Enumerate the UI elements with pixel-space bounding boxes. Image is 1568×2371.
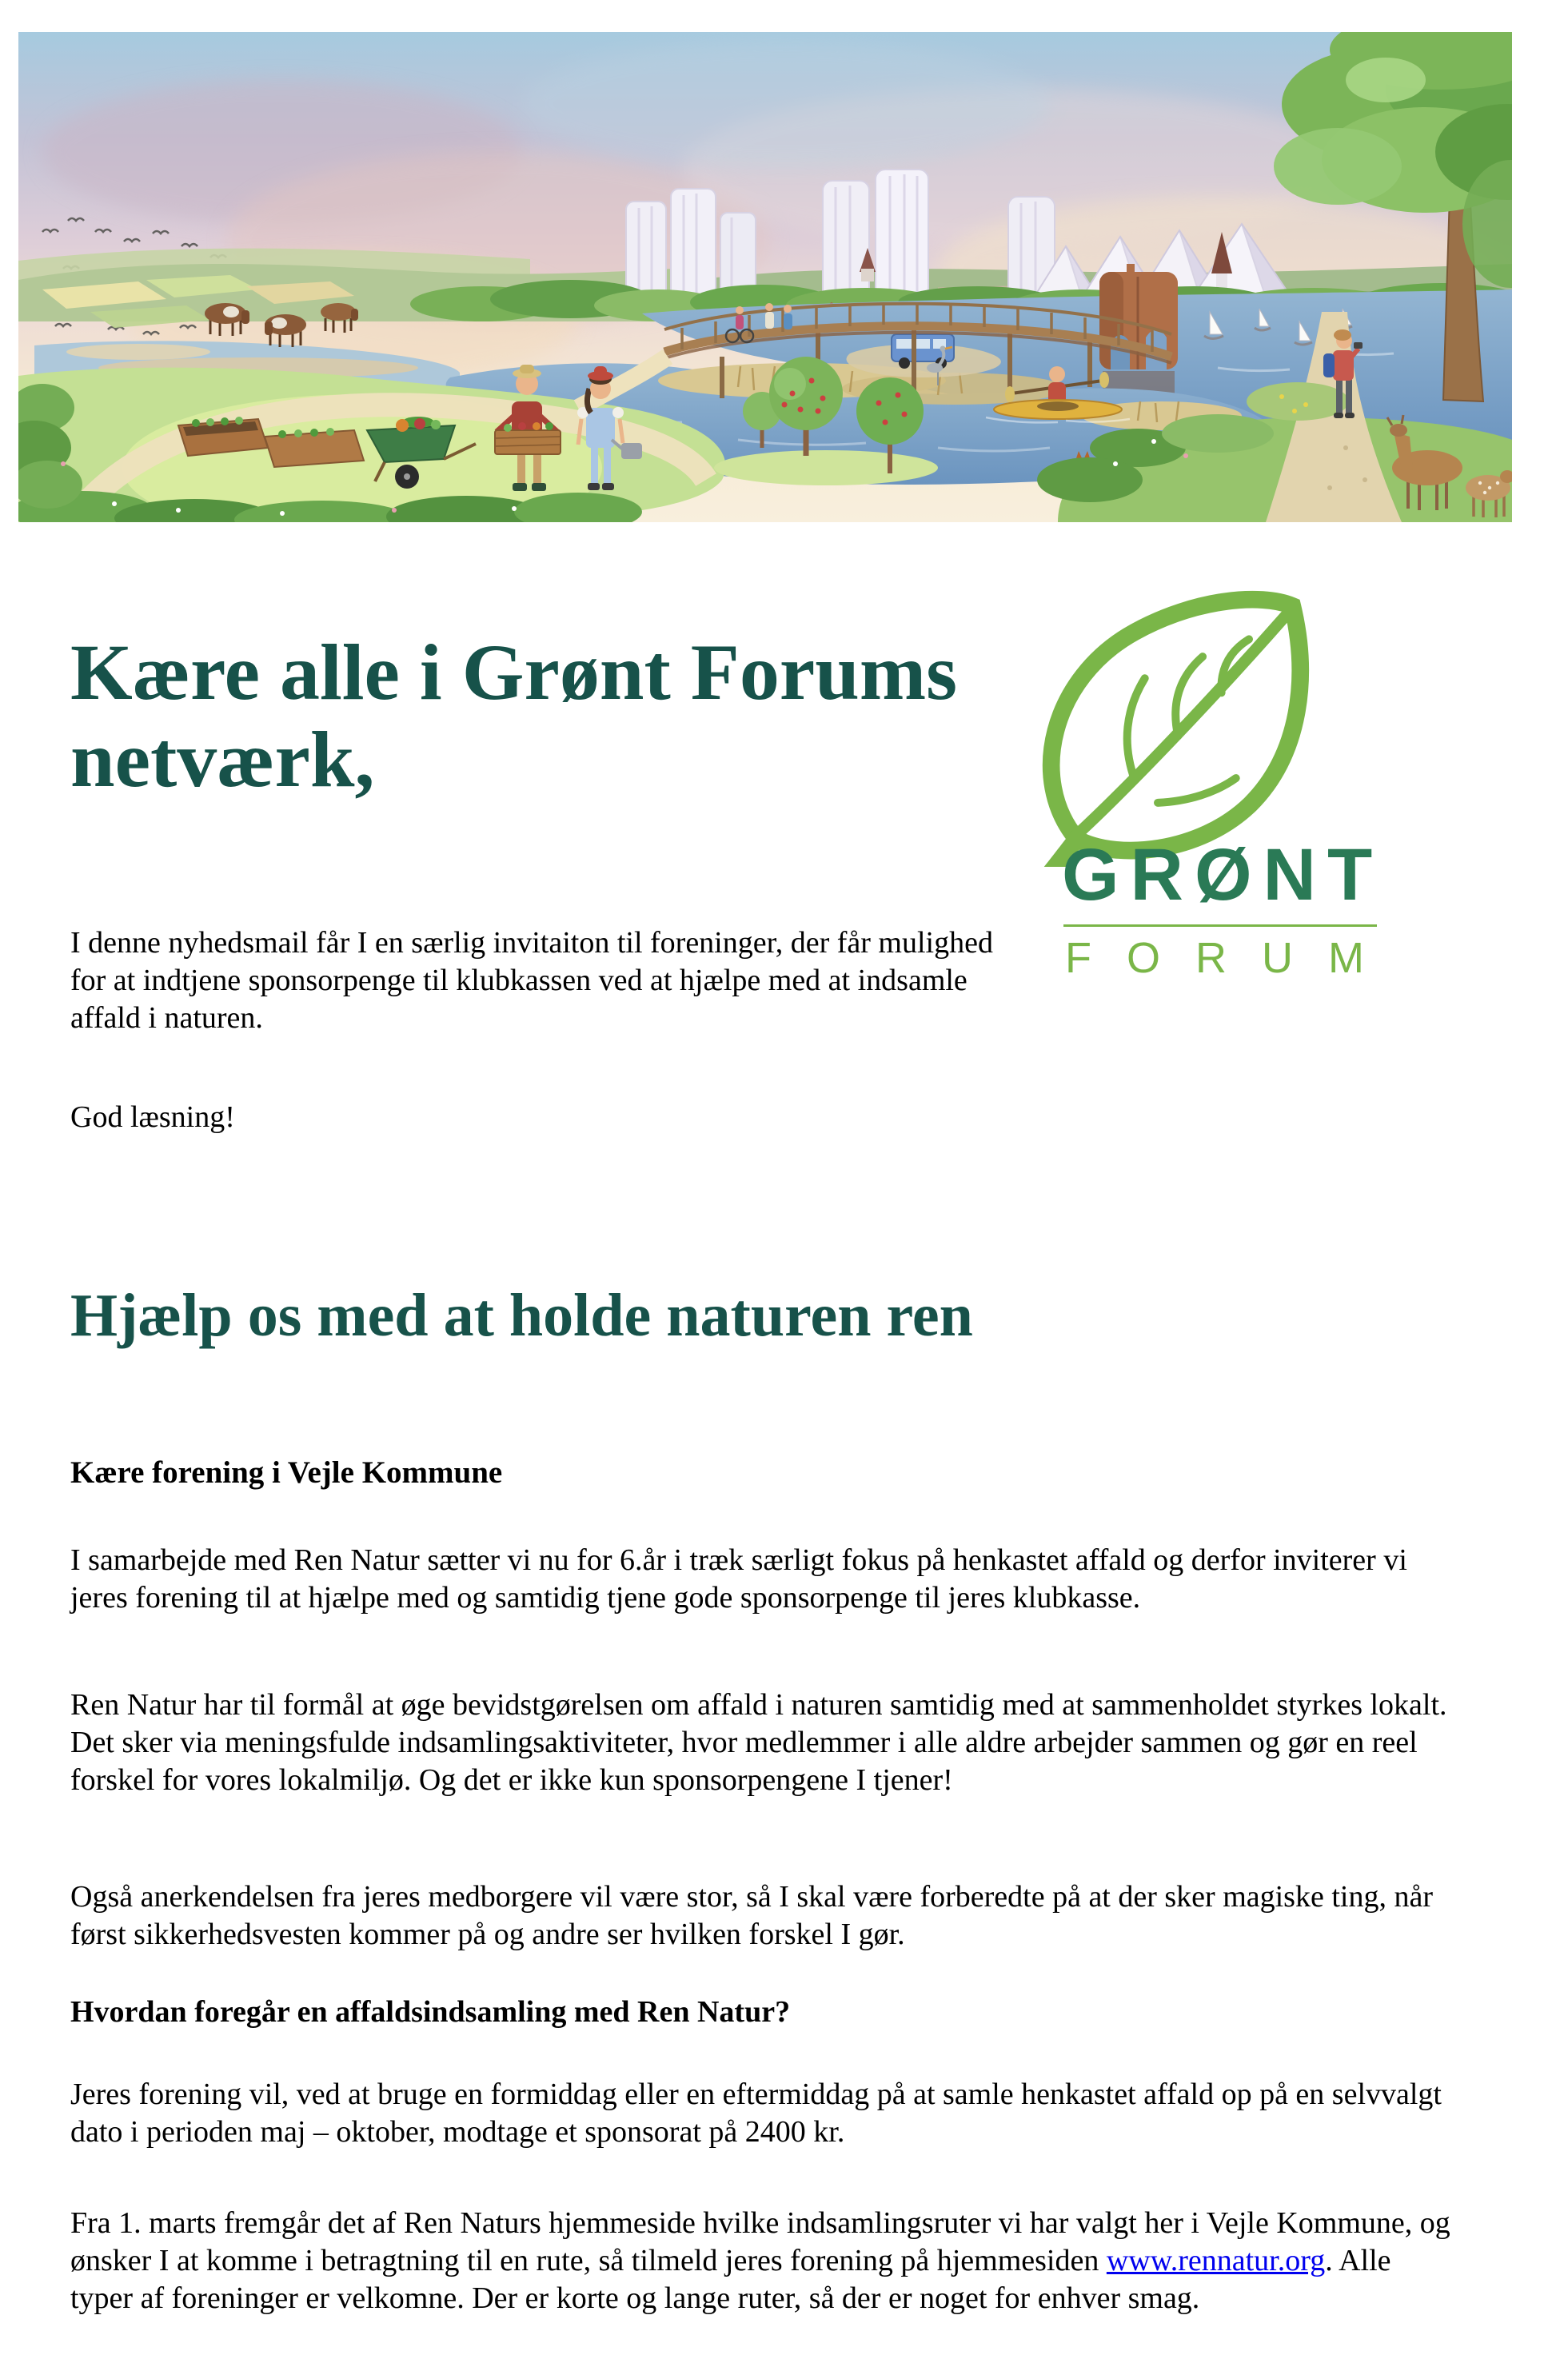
paragraph-5-after-link: . Alle typer af foreninger er velkomne. Der er korte og lange ruter, så der er noget for enhver smag. [70,2244,1391,2315]
page-title: Kære alle i Grønt Forums netværk, [70,628,958,804]
article-paragraph-4: Jeres forening vil, ved at bruge en formiddag eller en eftermiddag på at samle henkastet affald op på en selvvalgt dato i perioden maj – oktober, modtage et sponsorat på 2400 kr. [70,2078,1442,2149]
article-paragraph-2: Ren Natur har til formål at øge bevidstgørelsen om affald i naturen samtidig med at sammenholdet styrkes lokalt. Det sker via meningsfulde indsamlingsaktiviteter, hvor medlemmer i alle aldre arbejder sammen og gør en reel forskel for vores lokalmiljø. Og det er ikke kun sponsorpengene I tjener! [70,1688,1447,1797]
leaf-icon [1006,569,1310,867]
article-paragraph-1: I samarbejde med Ren Natur sætter vi nu for 6.år i træk særligt fokus på henkastet affald og derfor inviterer vi jeres forening til at hjælpe med og samtidig tjene gode sponsorpenge til jeres klubkasse. [70,1543,1407,1615]
logo-text-gront: GRØNT [1062,834,1384,916]
article-title: Hjælp os med at holde naturen ren [70,1282,973,1349]
article-paragraph-3: Også anerkendelsen fra jeres medborgere vil være stor, så I skal være forberedte på at der sker magiske ting, når først sikkerhedsvesten kommer på og andre ser hvilken forskel I gør. [70,1880,1433,1951]
article-salutation: Kære forening i Vejle Kommune [70,1455,503,1490]
article-question-heading: Hvordan foregår en affaldsindsamling med Ren Natur? [70,1995,791,2029]
logo-text-forum: FORUM [1065,934,1399,982]
article-paragraph-5 [70,2205,1452,2317]
paragraph-5-before-link: Fra 1. marts fremgår det af Ren Naturs hjemmeside hvilke indsamlingsruter vi har valgt her i Vejle Kommune, og ønsker I at komme i betragtning til en rute, så tilmeld jeres forening på hjemmesiden [70,2206,1450,2277]
intro-paragraph: I denne nyhedsmail får I en særlig invitaiton til foreninger, der får mulighed for at indtjene sponsorpenge til klubkassen ved at hjælpe med at indsamle affald i naturen. [70,926,993,1035]
gront-forum-logo [998,569,1446,980]
logo-wordmark [1062,834,1399,982]
logo-divider [1063,924,1377,927]
hero-illustration [18,32,1512,522]
intro-closing: God læsning! [70,1100,235,1134]
rennatur-link[interactable]: www.rennatur.org [1106,2244,1326,2277]
